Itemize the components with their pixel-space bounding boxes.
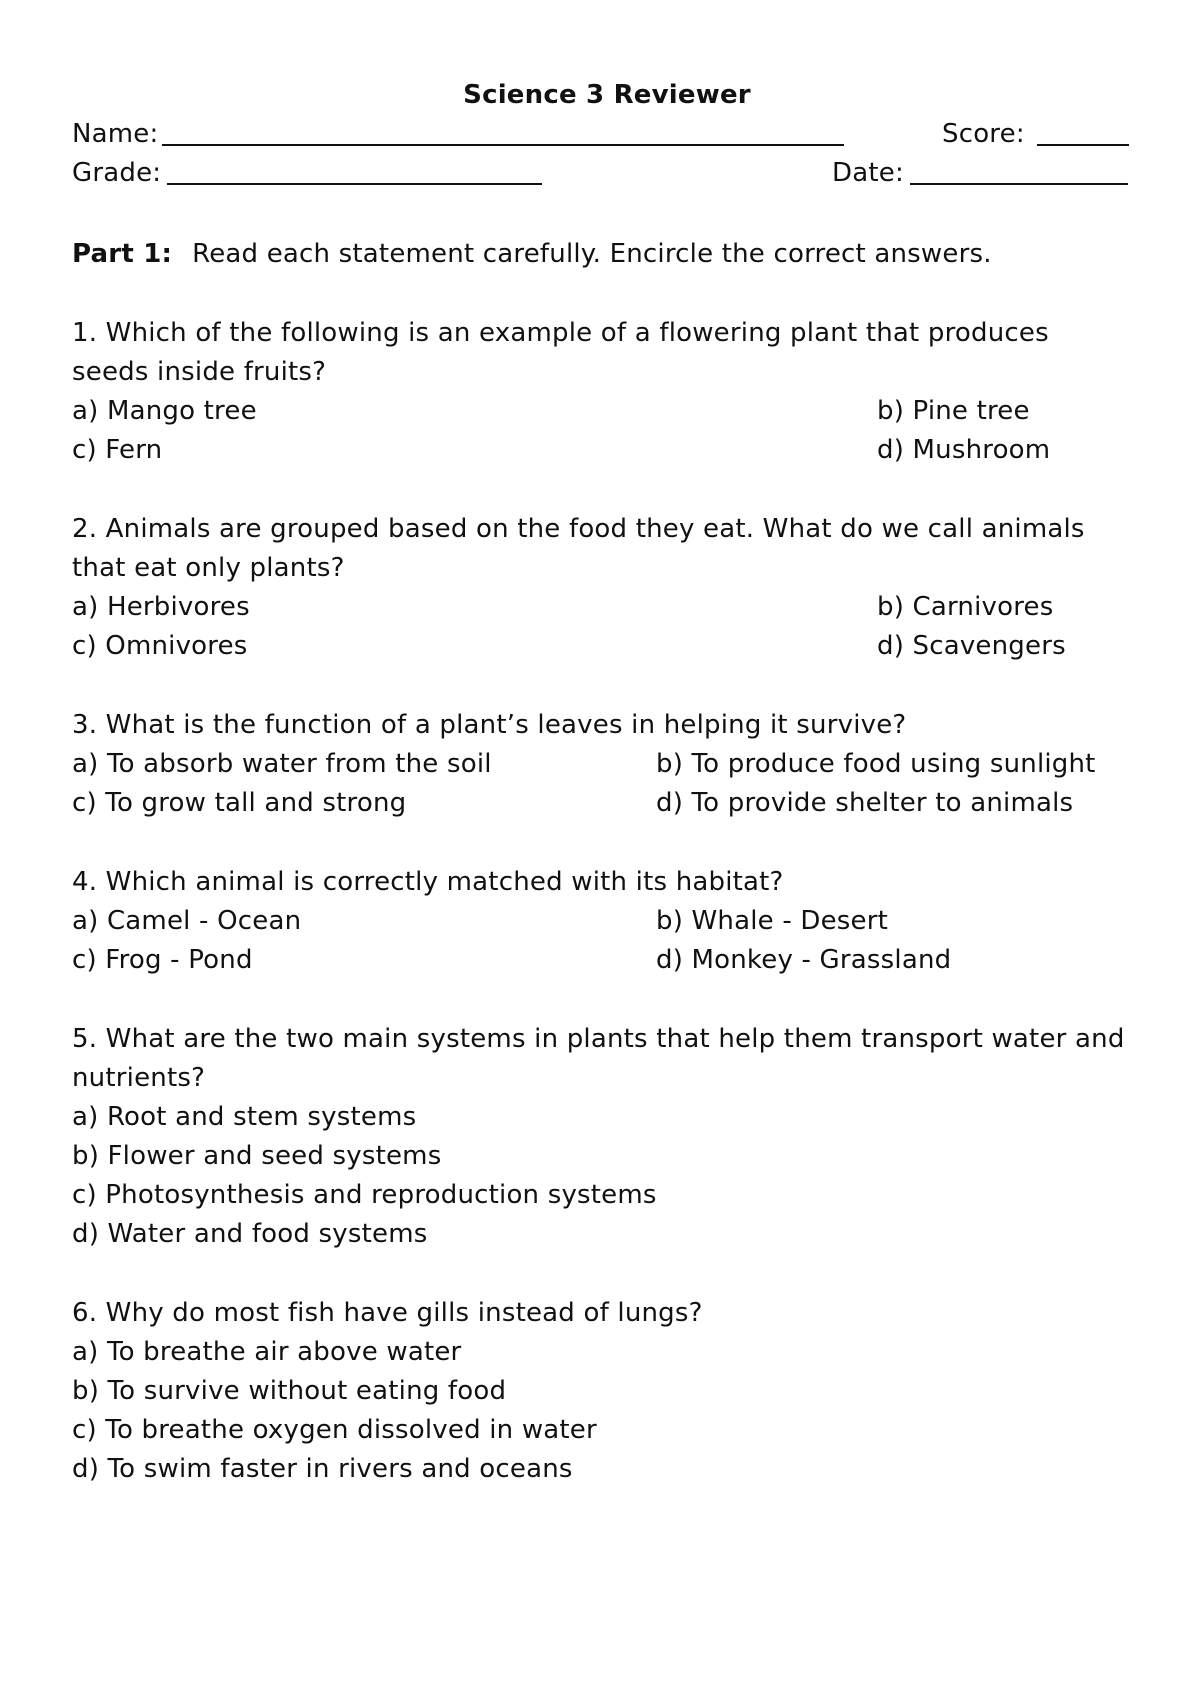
date-blank[interactable] xyxy=(910,154,1128,193)
option-a[interactable]: a) To breathe air above water xyxy=(72,1337,462,1367)
answer-options xyxy=(72,1098,1132,1254)
question-text: 3. What is the function of a plant’s leaves in helping it survive? xyxy=(72,710,907,740)
option-c[interactable]: c) Photosynthesis and reproduction systems xyxy=(72,1180,657,1210)
question-2 xyxy=(72,510,1132,666)
option-d[interactable]: d) Mushroom xyxy=(877,435,1051,465)
question-text: 1. Which of the following is an example of a flowering plant that produces seeds inside fruits? xyxy=(72,318,1049,387)
option-d[interactable]: d) To swim faster in rivers and oceans xyxy=(72,1454,573,1484)
option-b[interactable]: b) Carnivores xyxy=(877,592,1054,622)
question-5 xyxy=(72,1020,1132,1254)
option-a[interactable]: a) Mango tree xyxy=(72,396,257,426)
answer-options xyxy=(72,392,1132,470)
option-d[interactable]: d) To provide shelter to animals xyxy=(656,788,1074,818)
option-b[interactable]: b) To produce food using sunlight xyxy=(656,749,1096,779)
option-a[interactable]: a) Herbivores xyxy=(72,592,250,622)
option-d[interactable]: d) Water and food systems xyxy=(72,1219,428,1249)
name-blank[interactable] xyxy=(162,115,844,154)
question-text: 6. Why do most fish have gills instead of lungs? xyxy=(72,1298,703,1328)
answer-options xyxy=(72,745,1132,823)
part1-instruction-text: Read each statement carefully. Encircle the correct answers. xyxy=(192,239,992,269)
grade-label: Grade: xyxy=(72,158,162,188)
grade-blank[interactable] xyxy=(167,154,542,193)
option-c[interactable]: c) Frog - Pond xyxy=(72,945,253,975)
option-d[interactable]: d) Monkey - Grassland xyxy=(656,945,952,975)
grade-date-row xyxy=(72,154,1132,193)
answer-options xyxy=(72,588,1132,666)
option-b[interactable]: b) To survive without eating food xyxy=(72,1376,507,1406)
part1-label: Part 1: xyxy=(72,239,173,269)
name-label: Name: xyxy=(72,119,159,149)
answer-options xyxy=(72,902,1132,980)
option-a[interactable]: a) To absorb water from the soil xyxy=(72,749,492,779)
name-score-row xyxy=(72,115,1132,154)
question-6 xyxy=(72,1294,1132,1489)
question-4 xyxy=(72,863,1132,980)
option-b[interactable]: b) Flower and seed systems xyxy=(72,1141,442,1171)
date-label: Date: xyxy=(832,158,904,188)
worksheet-page xyxy=(72,76,1132,1489)
option-b[interactable]: b) Whale - Desert xyxy=(656,906,889,936)
question-1 xyxy=(72,314,1132,470)
worksheet-title: Science 3 Reviewer xyxy=(463,80,751,110)
question-text: 5. What are the two main systems in plants that help them transport water and nutrients? xyxy=(72,1024,1125,1093)
option-c[interactable]: c) To breathe oxygen dissolved in water xyxy=(72,1415,597,1445)
question-3 xyxy=(72,706,1132,823)
option-b[interactable]: b) Pine tree xyxy=(877,396,1030,426)
part1-instructions xyxy=(72,235,1132,274)
question-text: 4. Which animal is correctly matched with its habitat? xyxy=(72,867,784,897)
option-a[interactable]: a) Camel - Ocean xyxy=(72,906,302,936)
option-c[interactable]: c) Omnivores xyxy=(72,631,248,661)
answer-options xyxy=(72,1333,1132,1489)
score-label: Score: xyxy=(942,119,1025,149)
option-c[interactable]: c) Fern xyxy=(72,435,163,465)
option-a[interactable]: a) Root and stem systems xyxy=(72,1102,417,1132)
question-text: 2. Animals are grouped based on the food they eat. What do we call animals that eat only plants? xyxy=(72,514,1085,583)
option-d[interactable]: d) Scavengers xyxy=(877,631,1066,661)
option-c[interactable]: c) To grow tall and strong xyxy=(72,788,407,818)
score-blank[interactable] xyxy=(1037,115,1129,154)
